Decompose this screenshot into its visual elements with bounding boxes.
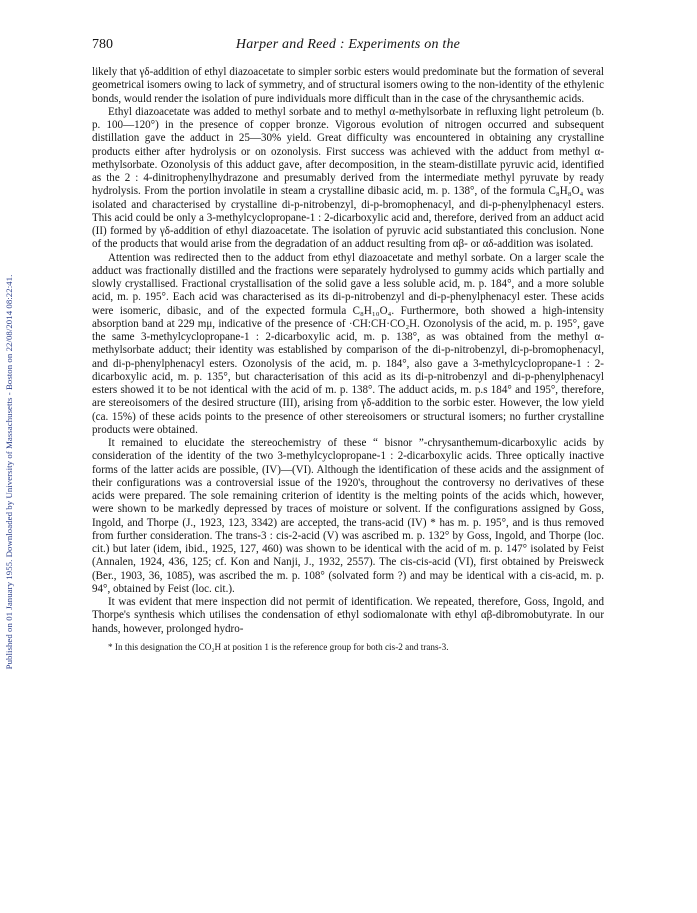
article-body — [92, 66, 604, 636]
footnote: * In this designation the CO₂H at position 1 is the reference group for both cis-2 and trans-3. — [108, 641, 449, 652]
page-header — [92, 37, 604, 59]
paragraph-stereochemistry: It remained to elucidate the stereochemistry of these “ bisnor ”-chrysanthemum-dicarboxylic acids by consideration of the identity of the two 3-methylcyclopropane-1 : 2-dicarboxylic acids. Three optically inactive forms of the latter acids are possible, (IV)—(VI). Although the identification of these acids and the assignment of their configurations was a controversial issue of the 1920's, throughout the controversy no derivatives of these acids were prepared. The sole remaining criterion of identity is the melting points of the acids which, however, were shown to be markedly depressed by traces of moisture or solvent. If the configurations assigned by Goss, Ingold, and Thorpe (J., 1923, 123, 3342) are accepted, the trans-acid (IV) * has m. p. 195°, and is thus removed from further consideration. The trans-3 : cis-2-acid (V) was ascribed m. p. 132° by Goss, Ingold, and Thorpe (loc. cit.) but later (idem, ibid., 1925, 127, 460) was shown to be identical with the acid of m. p. 147° isolated by Feist (Annalen, 1924, 436, 125; cf. Kon and Nanji, J., 1932, 2557). The cis-cis-acid (VI), first obtained by Preisweck (Ber., 1903, 36, 1085), was ascribed the m. p. 108° (solvated form ?) and may be identical with a cis-acid, m. p. 94°, obtained by Feist (loc. cit.). — [92, 437, 604, 595]
paragraph-synthesis: It was evident that mere inspection did not permit of identification. We repeated, therefore, Goss, Ingold, and Thorpe's synthesis which utilises the condensation of ethyl sodiomalonate with ethyl αβ-dibromobutyrate. In our hands, however, prolonged hydro- — [92, 596, 604, 635]
download-watermark — [2, 92, 15, 852]
paragraph-methyl-sorbate-adduct: Attention was redirected then to the adduct from ethyl diazoacetate and methyl sorbate. On a larger scale the adduct was fractionally distilled and the fractions were separately hydrolysed to gummy acids which partially and slowly crystallised. Fractional crystallisation of the solid gave a less soluble acid, m. p. 184°, and a more soluble acid, m. p. 195°. Each acid was characterised as its di-p-nitrobenzyl and di-p-phenylphenacyl ester. These acids were isomeric, dibasic, and of the expected formula C₈H₁₀O₄. Furthermore, both showed a high-intensity absorption band at 229 mμ, indicative of the presence of ·CH:CH·CO₂H. Ozonolysis of the acid, m. p. 195°, gave the same 3-methylcyclopropane-1 : 2-dicarboxylic acid, m. p. 138°, as was obtained from the methyl α-methylsorbate adduct; their identity was established by comparison of the di-p-nitrobenzyl, di-p-bromophenacyl, and di-p-phenylphenacyl esters. Ozonolysis of the acid, m. p. 184°, also gave a 3-methylcyclopropane-1 : 2-dicarboxylic acid, m. p. 135°, but characterisation of this acid as its di-p-nitrobenzyl and di-p-phenylphenacyl esters showed it to be not identical with the acid of m. p. 138°. The adduct acids, m. p.s 184° and 195°, therefore, are stereoisomers of the desired structure (III), arising from γδ-addition to the sorbic ester. However, the low yield (ca. 15%) of these acids points to the presence of other stereoisomers or structural isomers; no further crystalline products were obtained. — [92, 251, 604, 436]
paragraph-continuation: likely that γδ-addition of ethyl diazoacetate to simpler sorbic esters would predominate but the formation of several geometrical isomers owing to lack of symmetry, and of structural isomers owing to the non-identity of the ethylenic bonds, would render the isolation of pure individuals more difficult than in the case of the chrysanthemic acids. — [92, 66, 604, 105]
journal-page — [92, 37, 604, 653]
page-number: 780 — [92, 37, 113, 52]
watermark-text: Published on 01 January 1955. Downloaded by University of Massachusetts - Boston on 22/08/2014 08:22:41. — [3, 274, 14, 670]
running-title: Harper and Reed : Experiments on the — [235, 37, 461, 52]
paragraph-diazoacetate-addition: Ethyl diazoacetate was added to methyl sorbate and to methyl α-methylsorbate in refluxing light petroleum (b. p. 100—120°) in the presence of copper bronze. Vigorous evolution of nitrogen occurred and subsequent distillation gave the adduct in 25—30% yield. Great difficulty was encountered in obtaining any crystalline products either after hydrolysis or on ozonolysis. First success was achieved with the adduct from methyl α-methylsorbate. Ozonolysis of this adduct gave, after decomposition, in the steam-distillate pyruvic acid, identified as the 2 : 4-dinitrophenylhydrazone and presumably derived from the intermediate methyl pyruvate by ready hydrolysis. From the portion involatile in steam a crystalline dibasic acid, m. p. 138°, of the formula C₈H₈O₄ was isolated and characterised by crystalline di-p-nitrobenzyl, di-p-bromophenacyl, and di-p-phenylphenacyl esters. This acid could be only a 3-methylcyclopropane-1 : 2-dicarboxylic acid and, therefore, derived from an adduct acid (II) formed by γδ-addition of ethyl diazoacetate. The isolation of pyruvic acid substantiated this conclusion. None of the products that would arise from the degradation of an adduct resulting from αβ- or αδ-addition was isolated. — [92, 105, 604, 251]
